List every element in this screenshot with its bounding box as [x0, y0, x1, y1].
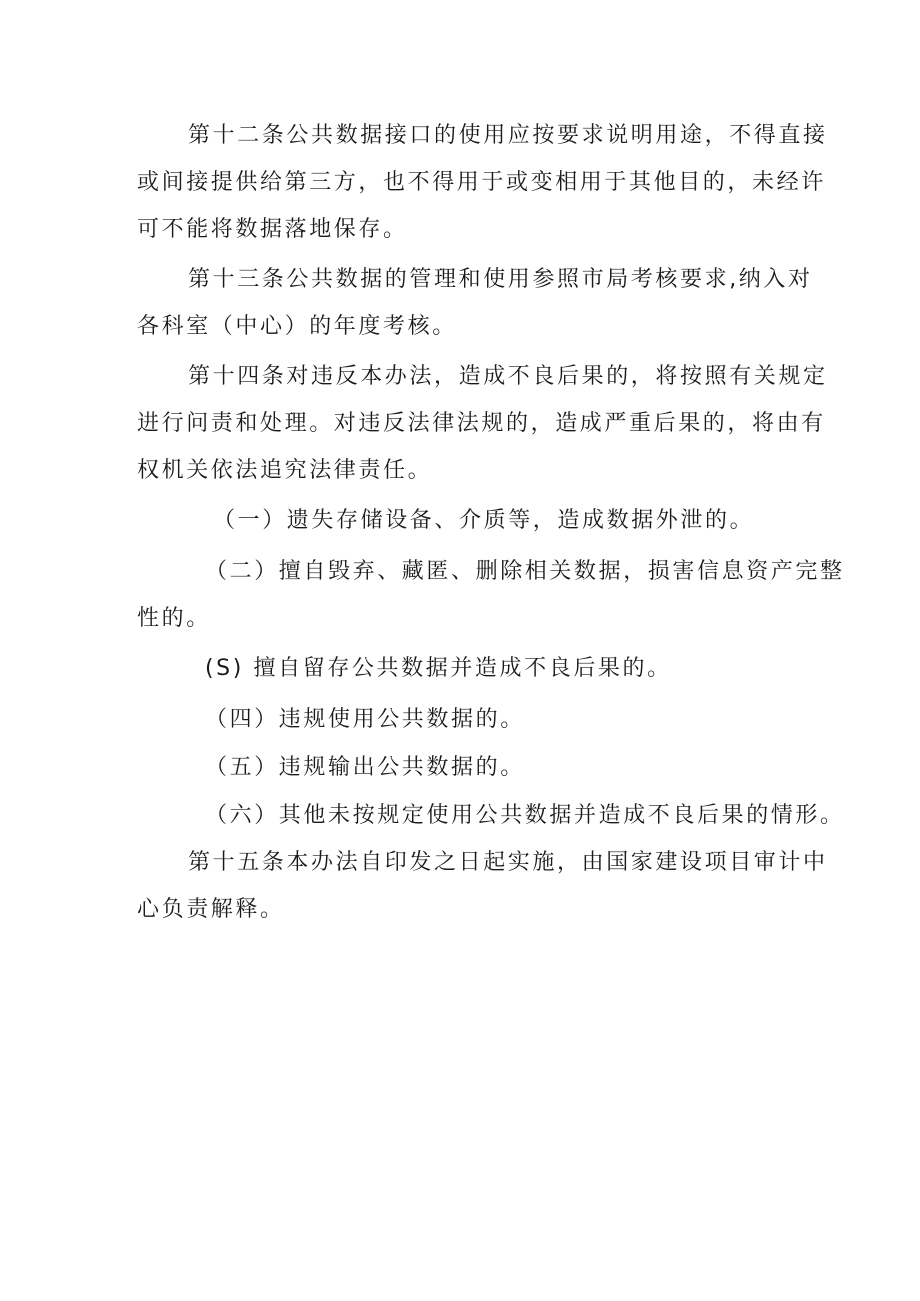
article-12-line-1: 第十二条公共数据接口的使用应按要求说明用途，不得直接 [188, 123, 828, 148]
article-13-line-2: 各科室（中心）的年度考核。 [137, 314, 457, 339]
item-5-line: （五）违规输出公共数据的。 [205, 755, 525, 780]
article-13-line-1: 第十三条公共数据的管理和使用参照市局考核要求,纳入对 [188, 267, 813, 292]
article-12-line-2: 或间接提供给第三方，也不得用于或变相用于其他目的，未经许 [137, 170, 826, 195]
article-14-line-1: 第十四条对违反本办法，造成不良后果的，将按照有关规定 [188, 364, 828, 389]
article-14-line-3: 权机关依法追究法律责任。 [137, 458, 433, 483]
article-14-line-2: 进行问责和处理。对违反法律法规的，造成严重后果的，将由有 [137, 411, 826, 436]
item-3-line: (S) 擅自留存公共数据并造成不良后果的。 [205, 656, 672, 681]
item-1-line: （一）遗失存储设备、介质等，造成数据外泄的。 [213, 508, 755, 533]
article-12-line-3: 可不能将数据落地保存。 [137, 217, 408, 242]
article-15-line-2: 心负责解释。 [137, 897, 285, 922]
item-4-line: （四）违规使用公共数据的。 [205, 707, 525, 732]
item-2-line-2: 性的。 [137, 606, 211, 631]
item-2-line-1: （二）擅自毁弃、藏匿、删除相关数据，损害信息资产完整 [205, 559, 845, 584]
article-15-line-1: 第十五条本办法自印发之日起实施，由国家建设项目审计中 [188, 850, 828, 875]
item-6-line: （六）其他未按规定使用公共数据并造成不良后果的情形。 [205, 803, 845, 828]
